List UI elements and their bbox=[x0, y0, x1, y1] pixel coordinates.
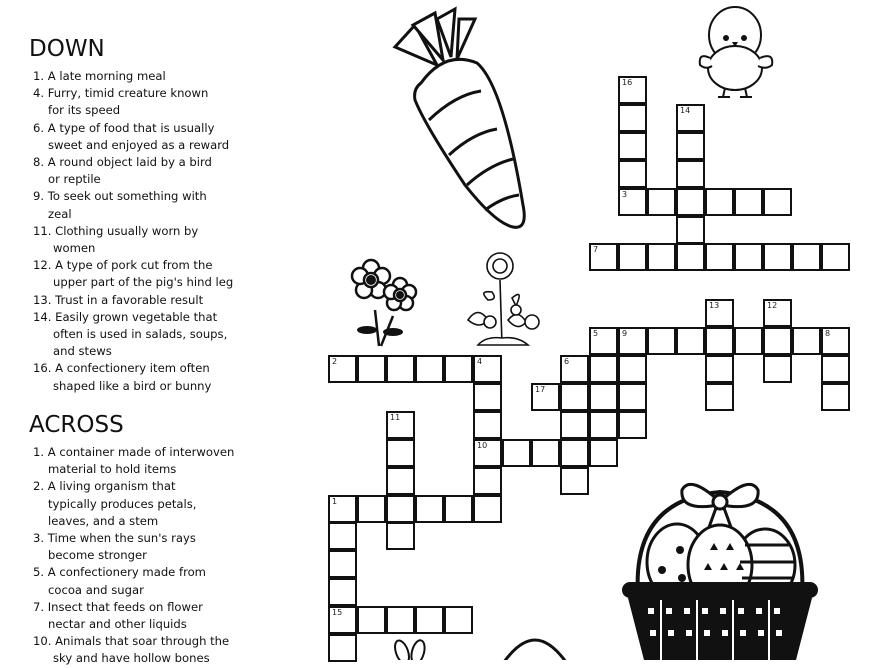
crossword-cell[interactable] bbox=[473, 495, 502, 523]
egg-illustration bbox=[500, 638, 570, 660]
crossword-cell[interactable] bbox=[618, 355, 647, 383]
across-clue bbox=[33, 564, 273, 598]
crossword-cell[interactable] bbox=[705, 383, 734, 411]
across-clue bbox=[33, 478, 273, 530]
clue-text-continued: sweet and enjoyed as a reward bbox=[48, 137, 230, 152]
clue-number: 2 bbox=[332, 357, 338, 366]
crossword-cell[interactable] bbox=[792, 243, 821, 271]
crossword-cell[interactable] bbox=[328, 355, 357, 383]
clue-number: 3 bbox=[622, 189, 628, 199]
crossword-cell[interactable] bbox=[676, 243, 705, 271]
clue-text: 4. Furry, timid creature known bbox=[33, 86, 209, 101]
crossword-cell[interactable] bbox=[705, 355, 734, 383]
crossword-cell[interactable] bbox=[821, 327, 850, 355]
clue-text: 13. Trust in a favorable result bbox=[33, 292, 204, 307]
crossword-cell[interactable] bbox=[386, 495, 415, 523]
clue-text: 1. A late morning meal bbox=[33, 69, 166, 83]
crossword-cell[interactable] bbox=[589, 327, 618, 355]
crossword-cell[interactable] bbox=[415, 606, 444, 634]
crossword-cell[interactable] bbox=[473, 467, 502, 495]
crossword-cell[interactable] bbox=[328, 495, 357, 523]
crossword-cell[interactable] bbox=[763, 327, 792, 355]
clue-text: 11. Clothing usually worn by bbox=[33, 223, 199, 238]
chick-illustration bbox=[690, 0, 780, 100]
down-clue bbox=[33, 154, 273, 188]
crossword-cell[interactable] bbox=[386, 522, 415, 550]
crossword-cell[interactable] bbox=[415, 355, 444, 383]
crossword-cell[interactable] bbox=[618, 132, 647, 160]
clue-number: 13 bbox=[709, 301, 720, 311]
clue-number: 17 bbox=[535, 384, 546, 394]
crossword-cell[interactable] bbox=[328, 634, 357, 662]
crossword-cell[interactable] bbox=[676, 160, 705, 188]
clue-text-continued: leaves, and a stem bbox=[48, 513, 159, 528]
down-clue bbox=[33, 68, 273, 85]
crossword-cell[interactable] bbox=[386, 411, 415, 439]
clue-number: 11 bbox=[390, 412, 401, 422]
clue-number: 4 bbox=[477, 357, 483, 366]
clue-number: 7 bbox=[593, 245, 599, 255]
crossword-cell[interactable] bbox=[560, 439, 589, 467]
crossword-cell[interactable] bbox=[357, 606, 386, 634]
easter-basket-illustration bbox=[620, 470, 820, 660]
crossword-cell[interactable] bbox=[357, 355, 386, 383]
crossword-cell[interactable] bbox=[705, 188, 734, 216]
down-clue bbox=[33, 360, 273, 394]
crossword-cell[interactable] bbox=[502, 439, 531, 467]
bunny-ears-illustration bbox=[390, 638, 430, 660]
down-clue bbox=[33, 309, 273, 361]
crossword-cell[interactable] bbox=[734, 243, 763, 271]
crossword-cell[interactable] bbox=[763, 355, 792, 383]
crossword-cell[interactable] bbox=[560, 467, 589, 495]
crossword-cell[interactable] bbox=[328, 578, 357, 606]
crossword-cell[interactable] bbox=[589, 243, 618, 271]
clue-text-continued: material to hold items bbox=[48, 462, 177, 477]
crossword-cell[interactable] bbox=[734, 188, 763, 216]
crossword-cell[interactable] bbox=[473, 355, 502, 383]
clue-text-continued: become stronger bbox=[48, 548, 147, 563]
clue-text: 5. A confectionery made from bbox=[33, 565, 206, 580]
clue-number: 8 bbox=[825, 329, 831, 339]
clue-text-continued: and stews bbox=[53, 344, 112, 359]
crossword-cell[interactable] bbox=[647, 188, 676, 216]
clue-text-continued: nectar and other liquids bbox=[48, 617, 187, 632]
crossword-cell[interactable] bbox=[328, 606, 357, 634]
clue-text: 16. A confectionery item often bbox=[33, 361, 210, 376]
clue-text: 12. A type of pork cut from the bbox=[33, 258, 213, 273]
crossword-cell[interactable] bbox=[618, 411, 647, 439]
crossword-cell[interactable] bbox=[560, 411, 589, 439]
clue-text: 2. A living organism that bbox=[33, 479, 176, 494]
clue-text-continued: zeal bbox=[48, 206, 72, 221]
down-clue bbox=[33, 120, 273, 154]
clue-text-continued: for its speed bbox=[48, 103, 121, 118]
crossword-cell[interactable] bbox=[676, 216, 705, 244]
crossword-cell[interactable] bbox=[647, 327, 676, 355]
down-clue bbox=[33, 188, 273, 222]
clue-text-continued: or reptile bbox=[48, 172, 101, 187]
clue-text: 9. To seek out something with bbox=[33, 189, 207, 204]
clue-text: 7. Insect that feeds on flower bbox=[33, 599, 203, 614]
crossword-cell[interactable] bbox=[734, 327, 763, 355]
clue-text: 1. A container made of interwoven bbox=[33, 445, 235, 459]
clue-text-continued: sky and have hollow bones bbox=[53, 651, 210, 666]
down-clue bbox=[33, 223, 273, 257]
crossword-cell[interactable] bbox=[705, 299, 734, 327]
clue-number: 16 bbox=[622, 78, 633, 87]
crossword-cell[interactable] bbox=[792, 327, 821, 355]
crossword-cell[interactable] bbox=[386, 439, 415, 467]
across-clue bbox=[33, 444, 273, 478]
crossword-cell[interactable] bbox=[618, 327, 647, 355]
crossword-cell[interactable] bbox=[618, 188, 647, 216]
crossword-cell[interactable] bbox=[473, 411, 502, 439]
carrot-illustration bbox=[385, 5, 535, 235]
clue-text-continued: typically produces petals, bbox=[48, 496, 197, 511]
crossword-cell[interactable] bbox=[444, 606, 473, 634]
crossword-cell[interactable] bbox=[763, 188, 792, 216]
clue-number: 15 bbox=[332, 608, 343, 618]
clue-number: 12 bbox=[767, 301, 778, 311]
clue-text-continued: upper part of the pig's hind leg bbox=[53, 275, 234, 290]
clue-number: 1 bbox=[332, 496, 338, 506]
crossword-cell[interactable] bbox=[589, 355, 618, 383]
crossword-cell[interactable] bbox=[589, 383, 618, 411]
clue-number: 10 bbox=[477, 440, 488, 450]
across-clue bbox=[33, 530, 273, 564]
crossword-cell[interactable] bbox=[531, 439, 560, 467]
crossword-cell[interactable] bbox=[676, 188, 705, 216]
flower-bush-illustration bbox=[458, 250, 548, 350]
clue-number: 9 bbox=[622, 329, 628, 339]
crossword-cell[interactable] bbox=[444, 355, 473, 383]
crossword-cell[interactable] bbox=[676, 104, 705, 132]
crossword-cell[interactable] bbox=[357, 495, 386, 523]
crossword-cell[interactable] bbox=[763, 243, 792, 271]
flowers-illustration bbox=[345, 250, 430, 350]
across-clue-list bbox=[33, 444, 273, 668]
across-clue bbox=[33, 633, 273, 667]
crossword-cell[interactable] bbox=[821, 243, 850, 271]
crossword-cell[interactable] bbox=[763, 299, 792, 327]
crossword-cell[interactable] bbox=[386, 606, 415, 634]
crossword-cell[interactable] bbox=[386, 355, 415, 383]
crossword-cell[interactable] bbox=[618, 104, 647, 132]
down-clue bbox=[33, 85, 273, 119]
clue-text: 10. Animals that soar through the bbox=[33, 634, 230, 649]
clue-text-continued: women bbox=[53, 241, 96, 256]
down-clue-list bbox=[33, 68, 273, 395]
clue-number: 6 bbox=[564, 357, 570, 366]
crossword-cell[interactable] bbox=[560, 355, 589, 383]
crossword-cell[interactable] bbox=[560, 383, 589, 411]
crossword-cell[interactable] bbox=[618, 383, 647, 411]
crossword-cell[interactable] bbox=[821, 355, 850, 383]
crossword-cell[interactable] bbox=[618, 160, 647, 188]
clue-text: 14. Easily grown vegetable that bbox=[33, 309, 218, 324]
down-heading: DOWN bbox=[29, 36, 105, 62]
clue-text-continued: cocoa and sugar bbox=[48, 582, 144, 597]
crossword-cell[interactable] bbox=[444, 495, 473, 523]
clue-number: 14 bbox=[680, 105, 691, 115]
crossword-cell[interactable] bbox=[328, 550, 357, 578]
clue-number: 5 bbox=[593, 329, 599, 339]
crossword-cell[interactable] bbox=[589, 439, 618, 467]
down-clue bbox=[33, 292, 273, 309]
crossword-cell[interactable] bbox=[415, 495, 444, 523]
clue-text: 8. A round object laid by a bird bbox=[33, 155, 212, 170]
crossword-cell[interactable] bbox=[618, 243, 647, 271]
clue-text: 3. Time when the sun's rays bbox=[33, 531, 196, 546]
crossword-cell[interactable] bbox=[473, 439, 502, 467]
crossword-cell[interactable] bbox=[676, 132, 705, 160]
crossword-cell[interactable] bbox=[328, 522, 357, 550]
down-clue bbox=[33, 257, 273, 291]
crossword-cell[interactable] bbox=[676, 327, 705, 355]
clue-text-continued: shaped like a bird or bunny bbox=[53, 378, 212, 393]
crossword-cell[interactable] bbox=[618, 76, 647, 104]
crossword-cell[interactable] bbox=[531, 383, 560, 411]
across-clue bbox=[33, 599, 273, 633]
crossword-cell[interactable] bbox=[647, 243, 676, 271]
crossword-cell[interactable] bbox=[473, 383, 502, 411]
clue-text-continued: often is used in salads, soups, bbox=[53, 327, 228, 342]
crossword-cell[interactable] bbox=[821, 383, 850, 411]
crossword-cell[interactable] bbox=[705, 327, 734, 355]
crossword-cell[interactable] bbox=[386, 467, 415, 495]
crossword-cell[interactable] bbox=[705, 243, 734, 271]
across-heading: ACROSS bbox=[29, 412, 124, 438]
clue-text: 6. A type of food that is usually bbox=[33, 120, 215, 135]
crossword-cell[interactable] bbox=[589, 411, 618, 439]
